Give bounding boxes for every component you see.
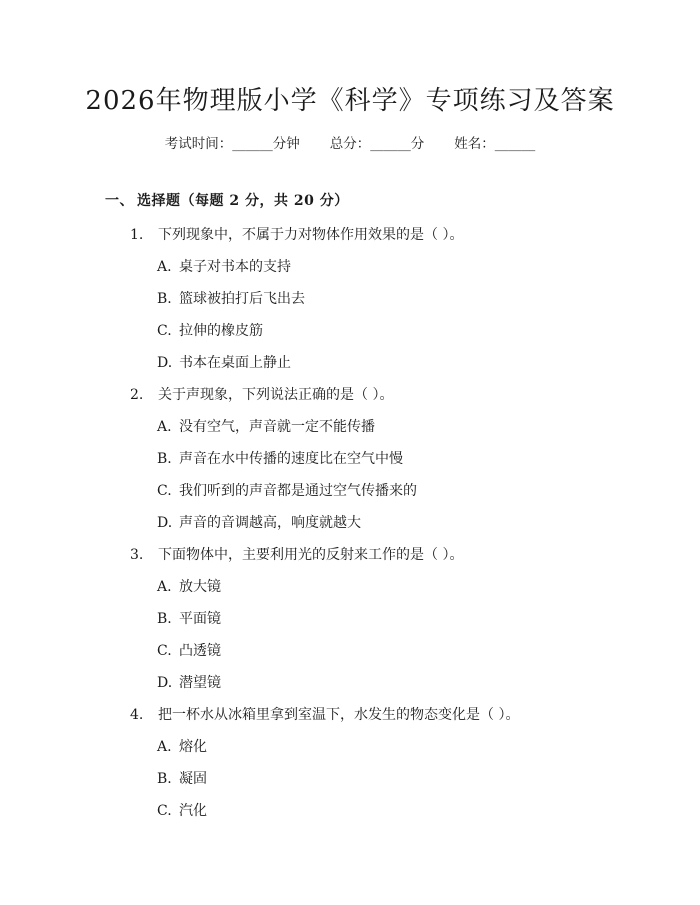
question-4: [130, 704, 519, 724]
option-text: 没有空气，声音就一定不能传播: [179, 419, 375, 435]
question-3-option-b: [157, 608, 221, 628]
option-label: D.: [157, 515, 173, 531]
question-2-option-d: [157, 512, 361, 532]
option-label: B.: [157, 291, 172, 307]
section-title: 选择题（每题 2 分，共 20 分）: [137, 193, 349, 209]
question-number: 3.: [130, 547, 144, 563]
option-label: A.: [157, 419, 172, 435]
option-label: D.: [157, 675, 173, 691]
question-text: 把一杯水从冰箱里拿到室温下，水发生的物态变化是（ ）。: [158, 707, 520, 723]
option-label: C.: [157, 803, 172, 819]
option-label: A.: [157, 739, 172, 755]
question-1-option-a: [157, 256, 291, 276]
question-text: 下列现象中，不属于力对物体作用效果的是（ ）。: [158, 227, 464, 243]
question-3-option-a: [157, 576, 221, 596]
option-text: 潜望镜: [179, 675, 221, 691]
option-label: D.: [157, 355, 173, 371]
option-text: 平面镜: [179, 611, 221, 627]
section-number: 一、: [105, 193, 134, 209]
option-label: C.: [157, 643, 172, 659]
total-score-label: 总分：______分: [329, 136, 425, 152]
question-text: 下面物体中，主要利用光的反射来工作的是（ ）。: [158, 547, 464, 563]
option-text: 凝固: [179, 771, 207, 787]
option-label: A.: [157, 259, 172, 275]
section-heading: [105, 190, 349, 210]
option-text: 凸透镜: [179, 643, 221, 659]
option-text: 书本在桌面上静止: [179, 355, 291, 371]
option-label: B.: [157, 611, 172, 627]
option-text: 放大镜: [179, 579, 221, 595]
option-text: 桌子对书本的支持: [179, 259, 291, 275]
document-title: 2026年物理版小学《科学》专项练习及答案: [85, 86, 615, 116]
option-label: B.: [157, 451, 172, 467]
question-1: [130, 224, 463, 244]
question-1-option-c: [157, 320, 263, 340]
question-3-option-d: [157, 672, 221, 692]
question-4-option-c: [157, 800, 207, 820]
question-1-option-b: [157, 288, 305, 308]
exam-meta-line: [0, 132, 700, 152]
option-text: 熔化: [179, 739, 207, 755]
option-text: 汽化: [179, 803, 207, 819]
option-text: 拉伸的橡皮筋: [179, 323, 263, 339]
question-number: 4.: [130, 707, 144, 723]
question-2-option-c: [157, 480, 417, 500]
question-2-option-a: [157, 416, 375, 436]
student-name-label: 姓名：______: [454, 136, 536, 152]
question-3: [130, 544, 463, 564]
question-number: 2.: [130, 387, 144, 403]
question-4-option-a: [157, 736, 207, 756]
question-1-option-d: [157, 352, 291, 372]
option-text: 篮球被拍打后飞出去: [179, 291, 305, 307]
option-text: 我们听到的声音都是通过空气传播来的: [179, 483, 417, 499]
option-label: B.: [157, 771, 172, 787]
question-3-option-c: [157, 640, 221, 660]
option-text: 声音在水中传播的速度比在空气中慢: [179, 451, 403, 467]
question-2-option-b: [157, 448, 403, 468]
option-label: A.: [157, 579, 172, 595]
option-label: C.: [157, 483, 172, 499]
question-number: 1.: [130, 227, 144, 243]
question-2: [130, 384, 393, 404]
option-label: C.: [157, 323, 172, 339]
question-4-option-b: [157, 768, 207, 788]
option-text: 声音的音调越高，响度就越大: [179, 515, 361, 531]
question-text: 关于声现象，下列说法正确的是（ ）。: [158, 387, 394, 403]
exam-time-label: 考试时间：______分钟: [164, 136, 300, 152]
